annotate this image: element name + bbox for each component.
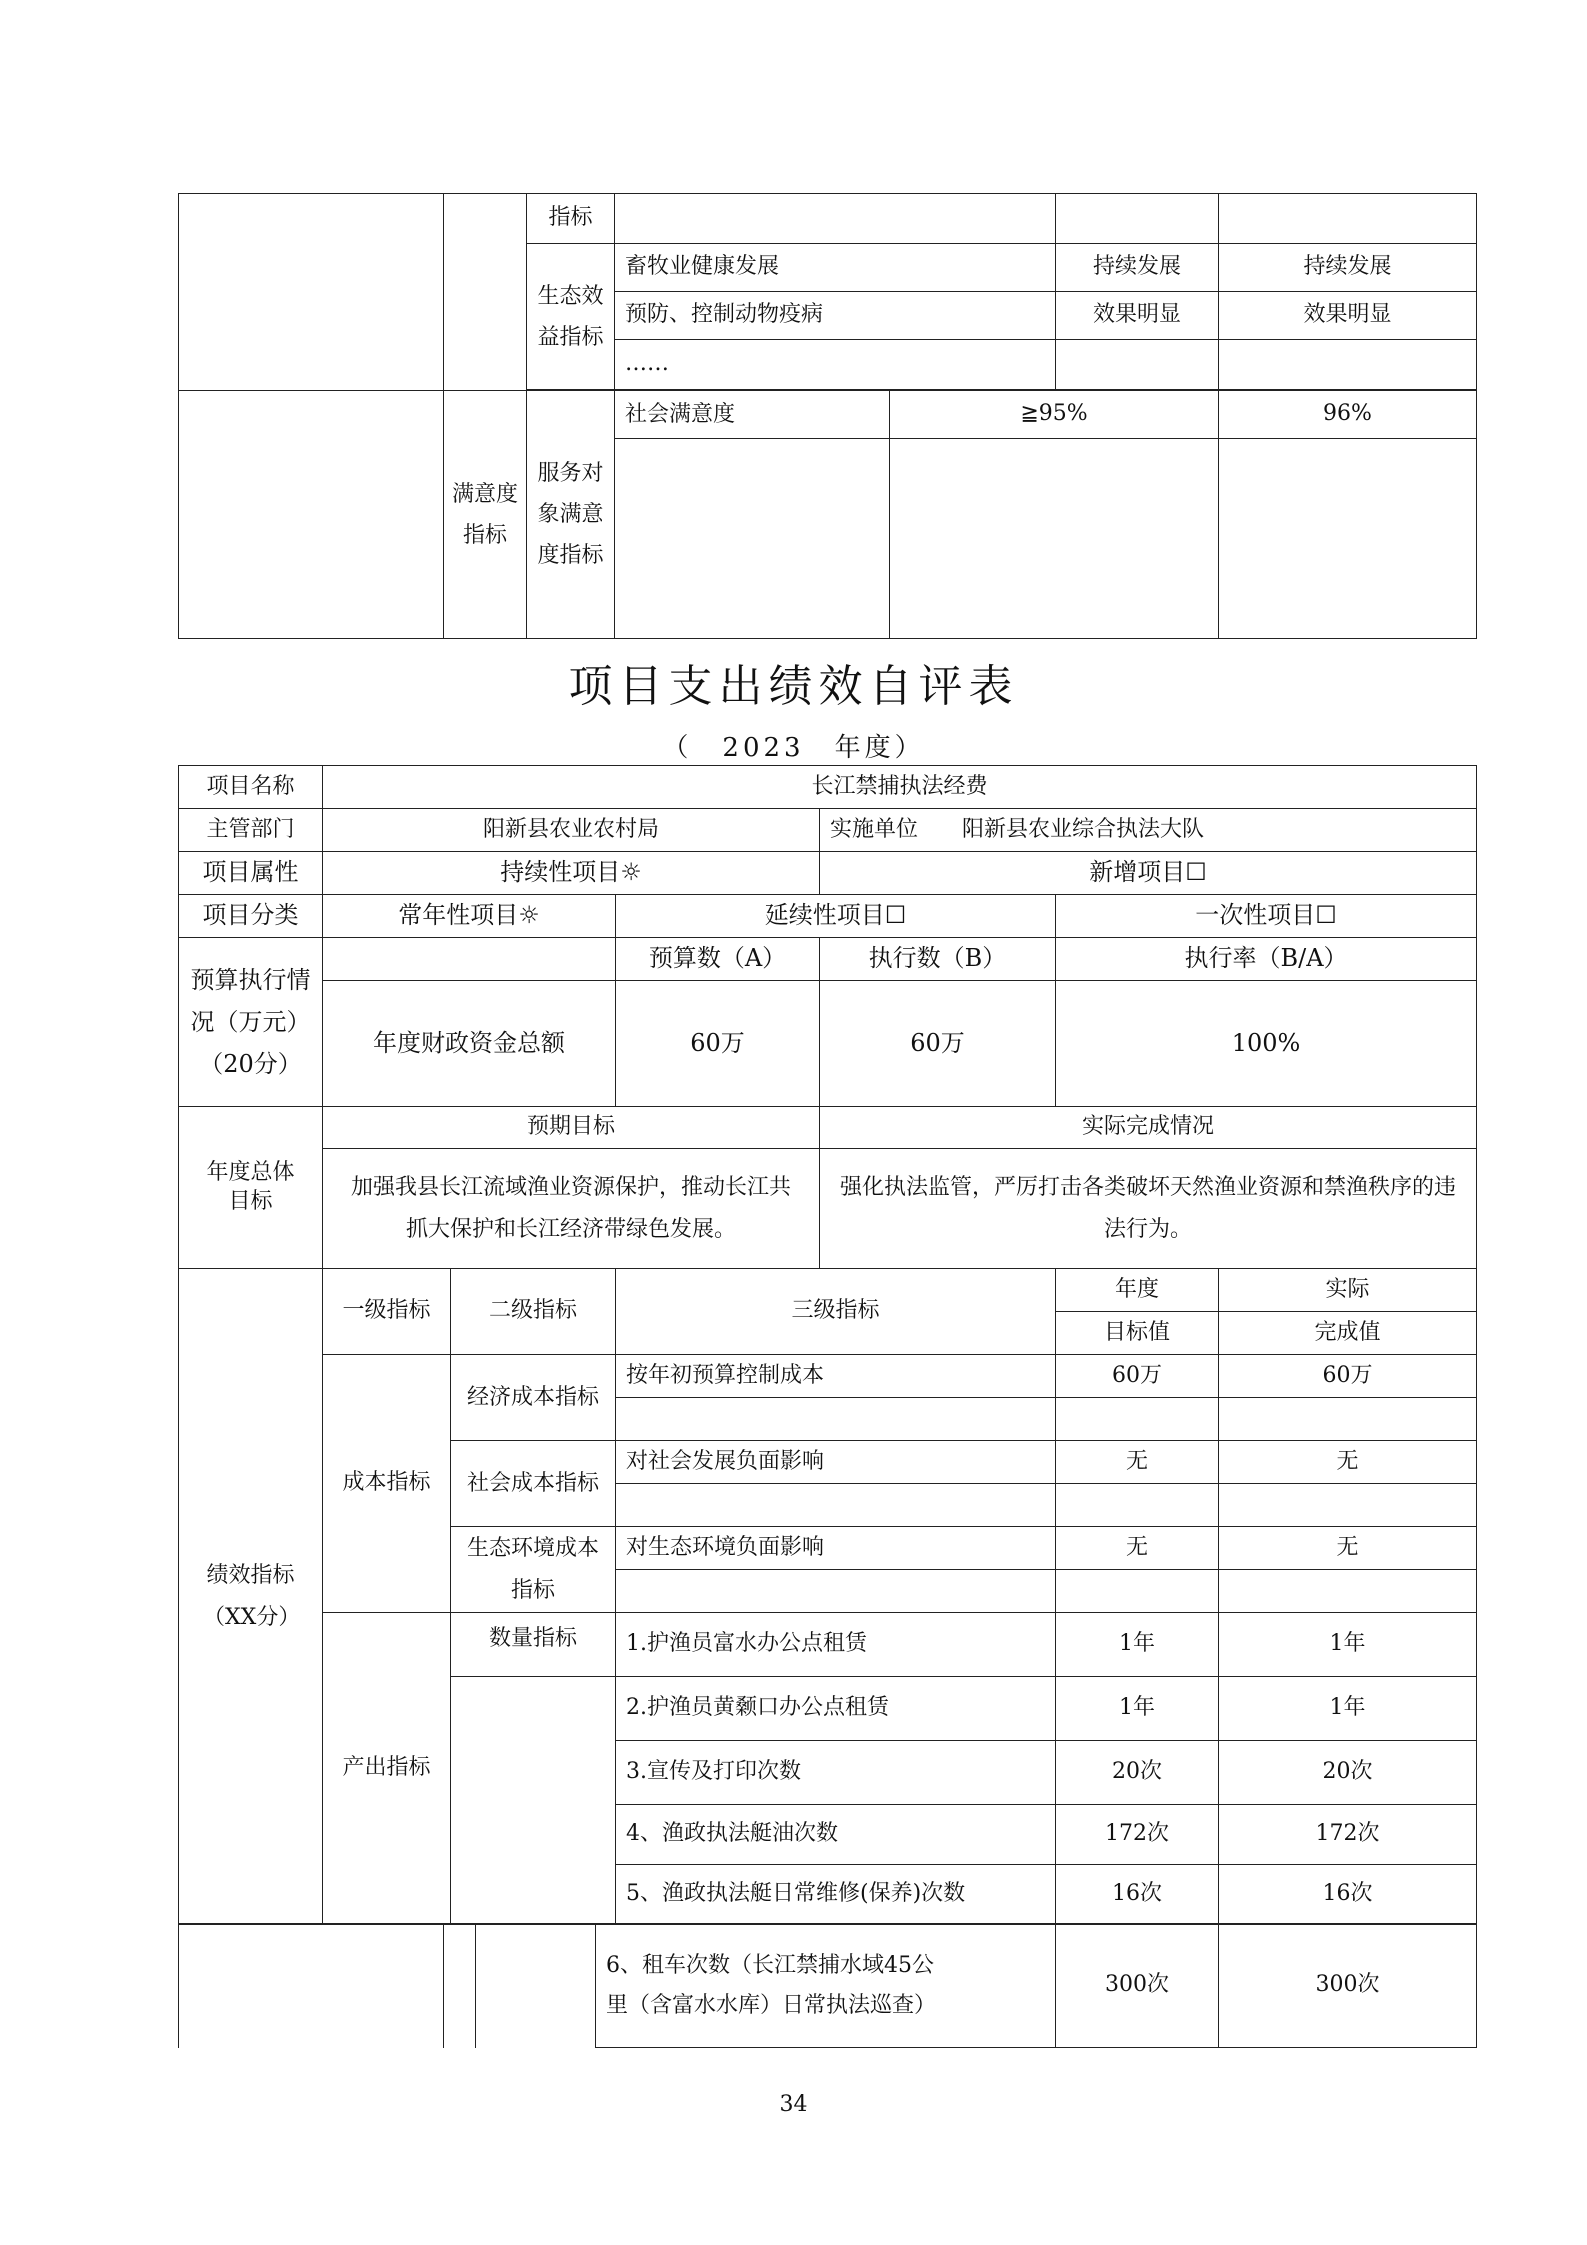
empty-cell (890, 439, 1219, 639)
eco-row-name: 畜牧业健康发展 (615, 244, 1056, 292)
impl-label: 实施单位 (830, 816, 919, 842)
output-row-actual: 16次 (1219, 1865, 1477, 1925)
expected-goal-text: 加强我县长江流域渔业资源保护，推动长江共抓大保护和长江经济带绿色发展。 (323, 1149, 820, 1269)
extra-row-target: 300次 (1056, 1924, 1219, 2048)
eco-row-actual (1219, 340, 1477, 390)
cost-row-name: 对社会发展负面影响 (616, 1441, 1056, 1484)
project-name: 长江禁捕执法经费 (323, 766, 1477, 809)
output-row-target: 172次 (1056, 1805, 1219, 1865)
category-label: 项目分类 (179, 895, 323, 938)
output-row-name: 3.宣传及打印次数 (616, 1741, 1056, 1805)
satisfaction-name: 社会满意度 (615, 391, 890, 439)
empty-cell (323, 938, 616, 981)
impl-unit (820, 809, 1477, 852)
goals-label: 年度总体目标 (179, 1107, 323, 1269)
satisfaction-actual: 96% (1219, 391, 1477, 439)
empty-cell (616, 1398, 1056, 1441)
continued-indicator-table (178, 193, 1477, 639)
eco-row-target: 效果明显 (1056, 292, 1219, 340)
satisfaction-indicator-label: 满意度指标 (444, 391, 527, 639)
extra-row-actual: 300次 (1219, 1924, 1477, 2048)
output-row-target: 16次 (1056, 1865, 1219, 1925)
cost-row-target: 无 (1056, 1527, 1219, 1570)
cost-row-actual: 60万 (1219, 1355, 1477, 1398)
budget-value: 60万 (616, 981, 820, 1107)
output-indicator-label: 产出指标 (323, 1613, 451, 1925)
empty-cell (1056, 1484, 1219, 1527)
empty-cell (1056, 1398, 1219, 1441)
output-row-actual: 172次 (1219, 1805, 1477, 1865)
actual-header-b: 完成值 (1219, 1312, 1477, 1355)
extra-row-name: 6、租车次数（长江禁捕水域45公里（含富水水库）日常执法巡查） (596, 1924, 1056, 2048)
budget-row-label: 年度财政资金总额 (323, 981, 616, 1107)
rate-col-header: 执行率（B/A） (1056, 938, 1477, 981)
cost-row-target: 60万 (1056, 1355, 1219, 1398)
output-row-name: 1.护渔员富水办公点租赁 (616, 1613, 1056, 1677)
project-name-label: 项目名称 (179, 766, 323, 809)
eco-row-actual: 效果明显 (1219, 292, 1477, 340)
attr-option-new: 新增项目☐ (820, 852, 1477, 895)
eco-row-actual: 持续发展 (1219, 244, 1477, 292)
expected-goal-label: 预期目标 (323, 1107, 820, 1149)
empty-cell (1219, 194, 1477, 244)
output-row-name: 4、渔政执法艇油次数 (616, 1805, 1056, 1865)
budget-label: 预算执行情况（万元）（20分） (179, 938, 323, 1107)
page-number: 34 (779, 2092, 808, 2117)
blank-cell (476, 1924, 596, 2048)
attr-label: 项目属性 (179, 852, 323, 895)
eco-row-name: …… (615, 340, 1056, 390)
exec-col-header: 执行数（B） (820, 938, 1056, 981)
cat-option-onetime: 一次性项目☐ (1056, 895, 1477, 938)
output-row-actual: 20次 (1219, 1741, 1477, 1805)
level2-header: 二级指标 (451, 1269, 616, 1355)
output-row-target: 1年 (1056, 1677, 1219, 1741)
blank-cell (444, 194, 527, 391)
empty-cell (1219, 439, 1477, 639)
eco-row-target: 持续发展 (1056, 244, 1219, 292)
actual-goal-text: 强化执法监管，严厉打击各类破坏天然渔业资源和禁渔秩序的违法行为。 (820, 1149, 1477, 1269)
empty-cell (615, 194, 1056, 244)
actual-goal-label: 实际完成情况 (820, 1107, 1477, 1149)
empty-cell (1219, 1398, 1477, 1441)
year-line: （ 2023 年度） (662, 733, 925, 763)
dept-value: 阳新县农业农村局 (323, 809, 820, 852)
cost-row-actual: 无 (1219, 1441, 1477, 1484)
dept-label: 主管部门 (179, 809, 323, 852)
perf-label: 绩效指标（XX分） (179, 1269, 323, 1925)
cost-sub-label: 经济成本指标 (451, 1355, 616, 1441)
cost-row-target: 无 (1056, 1441, 1219, 1484)
impl-value: 阳新县农业综合执法大队 (962, 816, 1205, 842)
empty-cell (1219, 1484, 1477, 1527)
cost-indicator-label: 成本指标 (323, 1355, 451, 1613)
cat-option-regular: 常年性项目☼ (323, 895, 616, 938)
indicator-label: 指标 (527, 194, 615, 244)
empty-cell (1219, 1570, 1477, 1613)
output-row-actual: 1年 (1219, 1613, 1477, 1677)
cost-sub-label: 生态环境成本指标 (451, 1527, 616, 1613)
cost-row-name: 对生态环境负面影响 (616, 1527, 1056, 1570)
quantity-indicator-label: 数量指标 (451, 1613, 616, 1677)
empty-cell (1056, 194, 1219, 244)
empty-cell (616, 1484, 1056, 1527)
blank-cell (179, 194, 444, 391)
blank-cell (179, 391, 444, 639)
level1-header: 一级指标 (323, 1269, 451, 1355)
blank-cell (179, 1924, 444, 2048)
eco-row-name: 预防、控制动物疫病 (615, 292, 1056, 340)
blank-cell (444, 1924, 476, 2048)
exec-value: 60万 (820, 981, 1056, 1107)
output-row-name: 2.护渔员黄颡口办公点租赁 (616, 1677, 1056, 1741)
continued-output-table (178, 1923, 1477, 2048)
target-header-b: 目标值 (1056, 1312, 1219, 1355)
output-row-target: 1年 (1056, 1613, 1219, 1677)
blank-cell (451, 1677, 616, 1925)
cat-option-extended: 延续性项目☐ (616, 895, 1056, 938)
cost-row-name: 按年初预算控制成本 (616, 1355, 1056, 1398)
rate-value: 100% (1056, 981, 1477, 1107)
cost-sub-label: 社会成本指标 (451, 1441, 616, 1527)
attr-option-continuous: 持续性项目☼ (323, 852, 820, 895)
target-header-a: 年度 (1056, 1269, 1219, 1312)
actual-header-a: 实际 (1219, 1269, 1477, 1312)
output-row-name: 5、渔政执法艇日常维修(保养)次数 (616, 1865, 1056, 1925)
service-satisfaction-label: 服务对象满意度指标 (527, 391, 615, 639)
self-evaluation-table (178, 765, 1477, 1925)
empty-cell (615, 439, 890, 639)
eco-row-target (1056, 340, 1219, 390)
empty-cell (616, 1570, 1056, 1613)
form-title: 项目支出绩效自评表 (568, 661, 1019, 712)
eco-indicator-label: 生态效益指标 (527, 244, 615, 390)
budget-col-header: 预算数（A） (616, 938, 820, 981)
empty-cell (1056, 1570, 1219, 1613)
level3-header: 三级指标 (616, 1269, 1056, 1355)
output-row-target: 20次 (1056, 1741, 1219, 1805)
output-row-actual: 1年 (1219, 1677, 1477, 1741)
satisfaction-target: ≧95% (890, 391, 1219, 439)
cost-row-actual: 无 (1219, 1527, 1477, 1570)
